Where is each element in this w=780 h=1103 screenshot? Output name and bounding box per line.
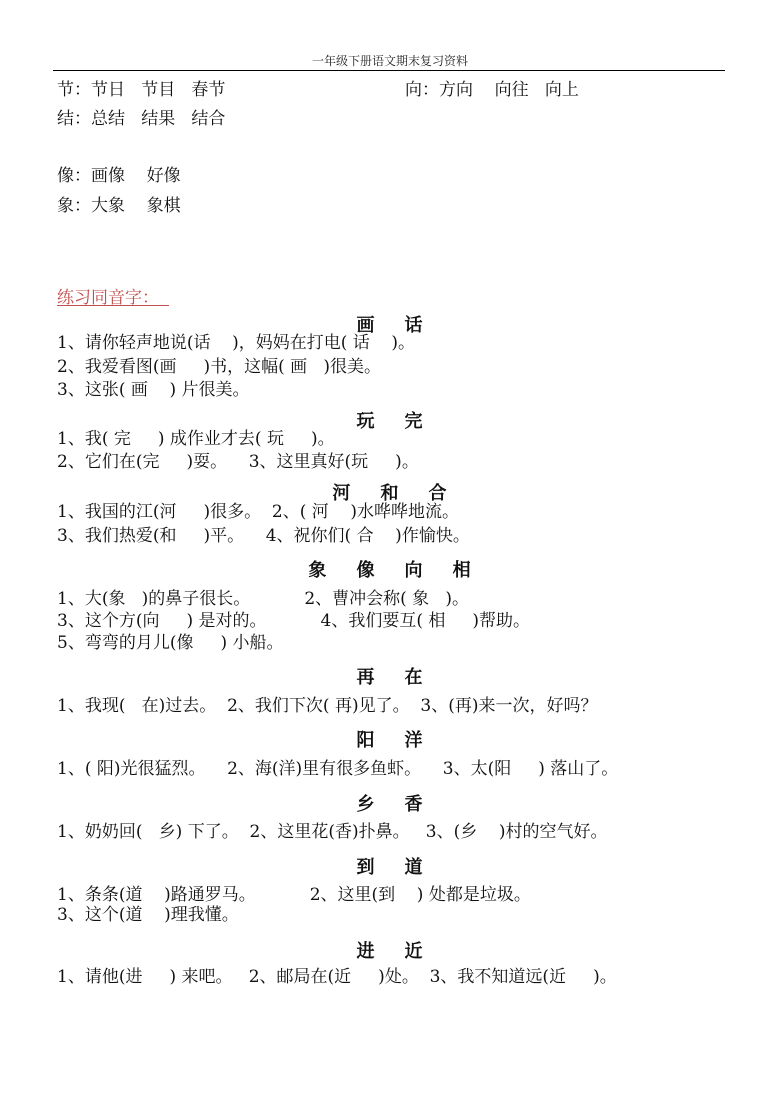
group-title: 到 道 [356,857,424,878]
vocab-line: 节：节日 节目 春节 [57,80,226,100]
exercise-line: 3、这个(道 )理我懂。 [57,905,239,925]
exercise-line: 2、它们在(完 )耍。 3、这里真好(玩 )。 [57,452,419,472]
group-title: 河 和 合 [332,483,448,504]
exercise-line: 3、这张( 画 ) 片很美。 [57,380,250,400]
exercise-line: 1、奶奶回( 乡) 下了。 2、这里花(香)扑鼻。 3、(乡 )村的空气好。 [57,822,608,842]
group-title: 画 话 [356,315,424,336]
group-title: 乡 香 [356,794,424,815]
vocab-line: 向：方向 向往 向上 [405,80,579,100]
practice-heading-underline [57,305,169,306]
exercise-line: 1、我国的江(河 )很多。 2、( 河 )水哗哗地流。 [57,502,460,522]
practice-heading: 练习同音字： [57,288,159,308]
vocab-line: 结：总结 结果 结合 [57,109,226,129]
vocab-line: 象：大象 象棋 [57,196,181,216]
header-divider [53,70,725,71]
exercise-line: 1、请你轻声地说(话 )，妈妈在打电( 话 )。 [57,333,415,353]
exercise-line: 2、我爱看图(画 )书，这幅( 画 )很美。 [57,357,381,377]
vocab-line: 像：画像 好像 [57,166,181,186]
exercise-line: 1、大(象 )的鼻子很长。 2、曹冲会称( 象 )。 [57,589,470,609]
exercise-line: 1、条条(道 )路通罗马。 2、这里(到 ) 处都是垃圾。 [57,885,531,905]
exercise-line: 3、这个方(向 ) 是对的。 4、我们要互( 相 )帮助。 [57,611,531,631]
exercise-line: 3、我们热爱(和 )平。 4、祝你们( 合 )作愉快。 [57,526,470,546]
group-title: 象 像 向 相 [308,560,472,581]
group-title: 阳 洋 [356,730,424,751]
exercise-line: 1、请他(进 ) 来吧。 2、邮局在(近 )处。 3、我不知道远(近 )。 [57,967,617,987]
group-title: 再 在 [356,667,424,688]
exercise-line: 1、我( 完 ) 成作业才去( 玩 )。 [57,429,335,449]
exercise-line: 1、( 阳)光很猛烈。 2、海(洋)里有很多鱼虾。 3、太(阳 ) 落山了。 [57,759,619,779]
group-title: 玩 完 [356,411,424,432]
group-title: 进 近 [356,941,424,962]
exercise-line: 1、我现( 在)过去。 2、我们下次( 再)见了。 3、(再)来一次，好吗？ [57,696,598,716]
exercise-line: 5、弯弯的月儿(像 ) 小船。 [57,633,284,653]
page-header: 一年级下册语文期末复习资料 [311,54,468,68]
